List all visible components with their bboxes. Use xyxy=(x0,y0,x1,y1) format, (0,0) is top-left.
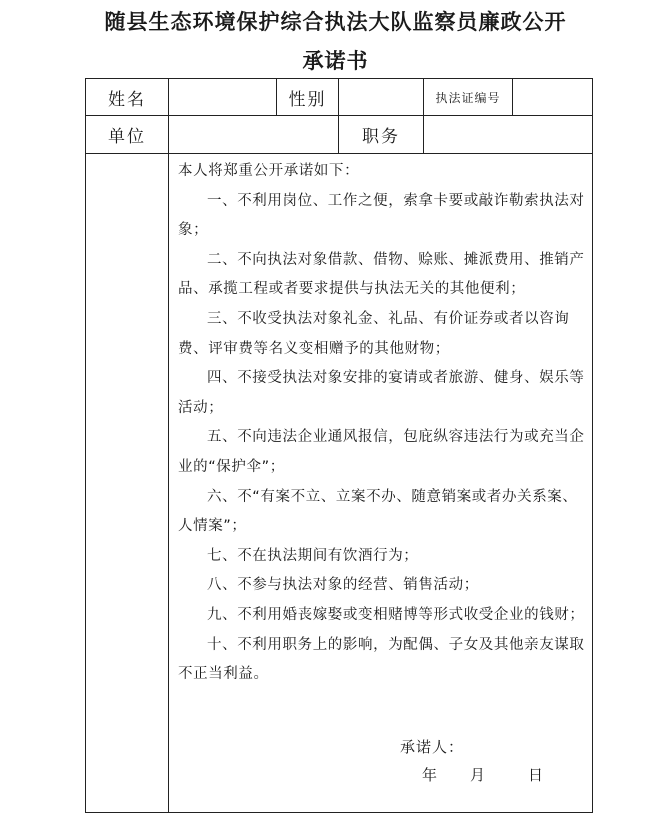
pledge-item: 五、不向违法企业通风报信，包庇纵容违法行为或充当企业的“保护伞”； xyxy=(178,429,585,475)
document-title-line-2: 承诺书 xyxy=(302,49,369,73)
name-field[interactable] xyxy=(169,79,276,115)
row-divider-2 xyxy=(85,153,593,154)
cert-number-label: 执法证编号 xyxy=(435,90,501,105)
promiser-label: 承诺人： xyxy=(400,738,465,756)
position-label: 职务 xyxy=(362,127,400,147)
pledge-item: 三、不收受执法对象礼金、礼品、有价证券或者以咨询费、评审费等名义变相赠予的其他财物； xyxy=(178,310,570,357)
pledge-item: 十、不利用职务上的影响，为配偶、子女及其他亲友谋取不正当利益。 xyxy=(178,636,585,683)
unit-label: 单位 xyxy=(108,127,146,147)
date-day-label: 日 xyxy=(528,766,545,784)
pledge-item: 八、不参与执法对象的经营、销售活动； xyxy=(207,577,479,594)
date-year-label: 年 xyxy=(422,766,439,784)
pledge-item: 一、不利用岗位、工作之便，索拿卡要或敲诈勒索执法对象； xyxy=(178,192,585,239)
name-label: 姓名 xyxy=(108,89,146,110)
pledge-item: 六、不“有案不立、立案不办、随意销案或者办关系案、人情案”； xyxy=(178,488,578,535)
pledge-item: 九、不利用婚丧嫁娶或变相赌博等形式收受企业的钱财； xyxy=(207,606,585,623)
pledge-body xyxy=(178,157,588,690)
pledge-intro: 本人将郑重公开承诺如下： xyxy=(178,163,360,179)
left-column-divider xyxy=(168,78,169,813)
cert-number-field[interactable] xyxy=(513,79,592,115)
document-title-line-1: 随县生态环境保护综合执法大队监察员廉政公开 xyxy=(104,10,567,34)
unit-field[interactable] xyxy=(169,116,338,153)
pledge-item: 二、不向执法对象借款、借物、赊账、摊派费用、推销产品、承揽工程或者要求提供与执法无关的其他便利； xyxy=(178,251,585,298)
pledge-item: 七、不在执法期间有饮酒行为； xyxy=(207,547,419,564)
gender-label: 性别 xyxy=(288,89,327,110)
position-field[interactable] xyxy=(424,116,592,153)
pledge-item: 四、不接受执法对象安排的宴请或者旅游、健身、娱乐等活动； xyxy=(178,370,585,416)
gender-field[interactable] xyxy=(339,79,423,115)
date-month-label: 月 xyxy=(470,766,487,784)
